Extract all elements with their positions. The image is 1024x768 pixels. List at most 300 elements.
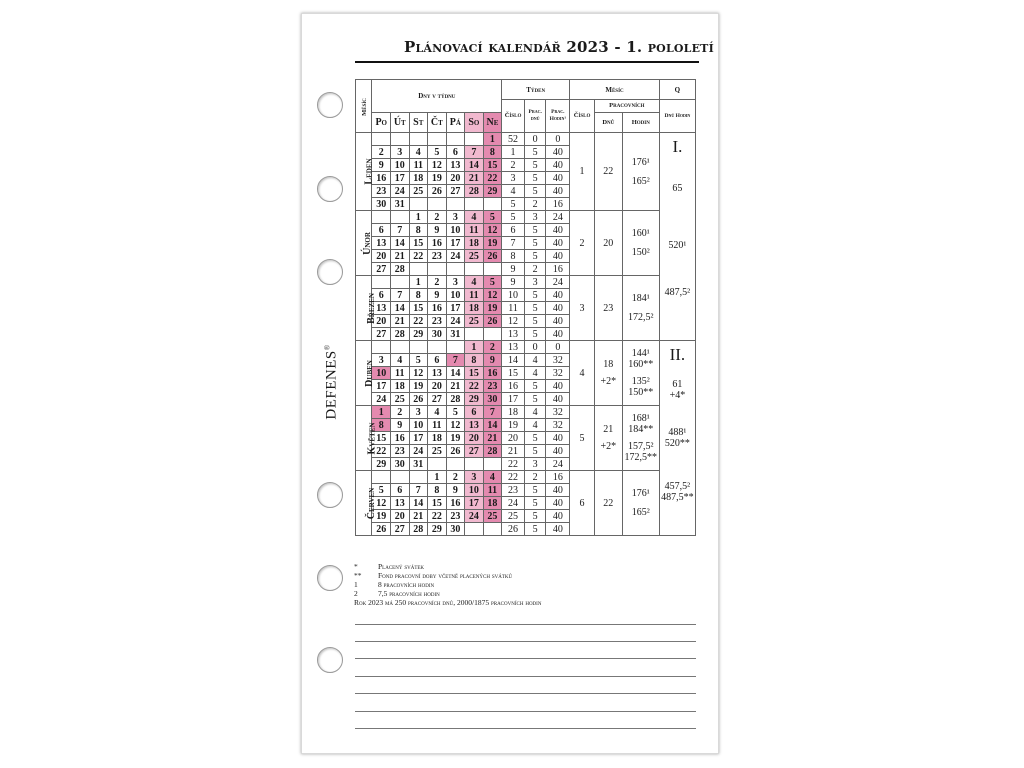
day-cell: 4 xyxy=(465,211,484,224)
day-cell: 12 xyxy=(483,224,502,237)
day-cell: 11 xyxy=(483,484,502,497)
day-cell: 8 xyxy=(409,224,428,237)
day-cell xyxy=(409,341,428,354)
week-working-hours: 40 xyxy=(546,523,570,536)
month-hours-value: 165² xyxy=(631,507,650,518)
week-working-hours: 40 xyxy=(546,432,570,445)
week-working-days: 5 xyxy=(524,185,546,198)
week-working-hours: 24 xyxy=(546,458,570,471)
month-days-value: 18 xyxy=(603,359,614,370)
day-cell xyxy=(372,276,391,289)
day-cell: 26 xyxy=(483,315,502,328)
week-working-hours: 40 xyxy=(546,302,570,315)
day-cell: 25 xyxy=(465,315,484,328)
week-working-days: 5 xyxy=(524,393,546,406)
day-cell: 25 xyxy=(483,510,502,523)
day-cell xyxy=(465,198,484,211)
quarter-days-hours-header: Dnů Hodin xyxy=(659,100,695,133)
day-cell xyxy=(372,211,391,224)
month-hours-value: 184¹ xyxy=(631,293,650,304)
day-cell: 27 xyxy=(446,185,465,198)
week-working-hours: 0 xyxy=(546,341,570,354)
day-cell xyxy=(409,198,428,211)
day-cell: 7 xyxy=(409,484,428,497)
day-cell: 8 xyxy=(372,419,391,432)
day-cell: 1 xyxy=(409,211,428,224)
week-number: 3 xyxy=(502,172,525,185)
day-cell: 15 xyxy=(372,432,391,445)
day-cell: 2 xyxy=(428,211,447,224)
week-working-hours: 40 xyxy=(546,237,570,250)
day-cell: 17 xyxy=(409,432,428,445)
day-cell: 21 xyxy=(465,172,484,185)
title-divider xyxy=(355,61,699,63)
week-working-days: 5 xyxy=(524,497,546,510)
week-header: Týden xyxy=(502,80,570,100)
week-working-hours: 40 xyxy=(546,380,570,393)
month-name-label: Leden xyxy=(363,158,375,185)
week-number: 2 xyxy=(502,159,525,172)
footnotes xyxy=(354,562,541,607)
binder-hole xyxy=(317,92,343,118)
day-cell xyxy=(391,341,410,354)
week-working-hours: 40 xyxy=(546,224,570,237)
month-hours-value: 172,5** xyxy=(624,452,657,463)
week-number: 10 xyxy=(502,289,525,302)
month-working-hours xyxy=(622,406,659,471)
day-cell: 10 xyxy=(446,289,465,302)
quarter-hours: 487,5** xyxy=(661,492,694,503)
quarter-hours: 457,5² xyxy=(664,481,691,492)
month-column-header: Měsíc xyxy=(356,80,372,133)
day-cell: 22 xyxy=(483,172,502,185)
day-cell: 4 xyxy=(409,146,428,159)
day-cell: 16 xyxy=(428,237,447,250)
day-cell: 12 xyxy=(428,159,447,172)
day-cell: 1 xyxy=(409,276,428,289)
month-working-days xyxy=(594,211,622,276)
day-cell: 7 xyxy=(465,146,484,159)
week-working-days: 0 xyxy=(524,133,546,146)
week-number: 8 xyxy=(502,250,525,263)
day-cell: 22 xyxy=(409,315,428,328)
day-cell: 28 xyxy=(446,393,465,406)
day-cell: 29 xyxy=(465,393,484,406)
page-title: Plánovací kalendář 2023 - 1. pololetí xyxy=(404,38,714,56)
week-working-days: 4 xyxy=(524,406,546,419)
week-working-hours: 40 xyxy=(546,328,570,341)
month-hours-value: 160** xyxy=(628,359,654,370)
day-cell: 5 xyxy=(483,276,502,289)
working-header: Pracovních xyxy=(594,100,659,113)
day-cell: 8 xyxy=(428,484,447,497)
month-name xyxy=(356,133,375,211)
weekday-header: St xyxy=(409,113,428,133)
month-hours-value: 160¹ xyxy=(631,228,650,239)
day-cell xyxy=(391,276,410,289)
day-cell: 26 xyxy=(372,523,391,536)
day-cell: 24 xyxy=(372,393,391,406)
day-cell: 1 xyxy=(483,133,502,146)
day-cell: 2 xyxy=(391,406,410,419)
month-header: Měsíc xyxy=(570,80,660,100)
month-working-days xyxy=(594,406,622,471)
day-cell: 2 xyxy=(483,341,502,354)
day-cell: 12 xyxy=(446,419,465,432)
day-cell xyxy=(483,458,502,471)
day-cell: 14 xyxy=(446,367,465,380)
day-cell: 29 xyxy=(372,458,391,471)
month-name xyxy=(356,276,377,341)
day-cell: 20 xyxy=(428,380,447,393)
day-cell: 8 xyxy=(483,146,502,159)
month-working-days xyxy=(594,341,622,406)
day-cell: 20 xyxy=(372,315,391,328)
day-cell: 17 xyxy=(446,302,465,315)
working-days-header: Prac. dnů xyxy=(524,100,546,133)
week-working-days: 0 xyxy=(524,341,546,354)
writing-line xyxy=(355,641,696,642)
week-working-hours: 40 xyxy=(546,159,570,172)
week-row xyxy=(356,133,696,146)
quarter-hours: 520¹ xyxy=(668,240,687,251)
day-cell: 7 xyxy=(391,289,410,302)
month-working-hours xyxy=(622,471,659,536)
brand-logo: DEFENES® xyxy=(323,344,340,420)
day-cell: 23 xyxy=(428,315,447,328)
week-working-days: 5 xyxy=(524,445,546,458)
week-number: 52 xyxy=(502,133,525,146)
day-cell: 28 xyxy=(483,445,502,458)
month-name xyxy=(356,211,372,276)
day-cell: 11 xyxy=(391,367,410,380)
month-number: 2 xyxy=(570,211,595,276)
day-cell: 19 xyxy=(446,432,465,445)
week-working-days: 5 xyxy=(524,224,546,237)
day-cell xyxy=(391,471,410,484)
day-cell xyxy=(409,471,428,484)
footnote: * Placený svátek xyxy=(354,562,425,571)
quarter-days-extra: +4* xyxy=(669,390,686,401)
day-cell: 9 xyxy=(428,289,447,302)
quarter-hours: 488¹ xyxy=(668,427,687,438)
day-cell: 19 xyxy=(372,510,391,523)
week-row xyxy=(356,471,696,484)
day-cell: 13 xyxy=(372,302,391,315)
day-cell: 15 xyxy=(428,497,447,510)
day-cell: 18 xyxy=(465,302,484,315)
month-hours-value: 165² xyxy=(631,175,650,187)
day-cell xyxy=(428,263,447,276)
week-number: 24 xyxy=(502,497,525,510)
month-working-days xyxy=(594,471,622,536)
month-number-header: Číslo xyxy=(570,100,595,133)
week-number: 13 xyxy=(502,328,525,341)
day-cell: 14 xyxy=(483,419,502,432)
month-number: 6 xyxy=(570,471,595,536)
day-cell: 12 xyxy=(483,289,502,302)
day-cell: 24 xyxy=(409,445,428,458)
day-cell xyxy=(391,133,410,146)
day-cell xyxy=(391,211,410,224)
day-cell: 4 xyxy=(483,471,502,484)
day-cell xyxy=(446,263,465,276)
day-cell: 28 xyxy=(391,328,410,341)
day-cell: 25 xyxy=(465,250,484,263)
day-cell: 10 xyxy=(391,159,410,172)
day-cell: 16 xyxy=(446,497,465,510)
day-cell: 18 xyxy=(465,237,484,250)
day-cell xyxy=(465,133,484,146)
day-cell: 3 xyxy=(446,276,465,289)
day-cell: 6 xyxy=(372,289,391,302)
day-cell: 21 xyxy=(391,315,410,328)
week-working-hours: 40 xyxy=(546,393,570,406)
week-working-hours: 40 xyxy=(546,146,570,159)
day-cell: 23 xyxy=(483,380,502,393)
week-number: 6 xyxy=(502,224,525,237)
day-cell: 13 xyxy=(428,367,447,380)
working-hours-header: Prac. Hodin¹ xyxy=(546,100,570,133)
quarter-days: 65 xyxy=(672,183,683,194)
week-number: 11 xyxy=(502,302,525,315)
quarter-label: I. xyxy=(672,137,683,156)
day-cell xyxy=(446,133,465,146)
day-cell: 20 xyxy=(446,172,465,185)
week-working-hours: 40 xyxy=(546,510,570,523)
binder-hole xyxy=(317,647,343,673)
day-cell: 22 xyxy=(428,510,447,523)
week-number: 15 xyxy=(502,367,525,380)
binder-hole xyxy=(317,482,343,508)
day-cell: 27 xyxy=(372,263,391,276)
day-cell: 30 xyxy=(372,198,391,211)
day-cell: 1 xyxy=(465,341,484,354)
day-cell: 9 xyxy=(391,419,410,432)
day-cell: 21 xyxy=(446,380,465,393)
day-cell: 9 xyxy=(483,354,502,367)
month-days-value: 20 xyxy=(603,237,614,249)
binder-hole xyxy=(317,176,343,202)
day-cell: 4 xyxy=(465,276,484,289)
day-cell: 26 xyxy=(483,250,502,263)
week-number: 5 xyxy=(502,198,525,211)
week-working-days: 3 xyxy=(524,211,546,224)
week-number: 9 xyxy=(502,263,525,276)
day-cell: 25 xyxy=(391,393,410,406)
week-working-days: 5 xyxy=(524,250,546,263)
week-number: 16 xyxy=(502,380,525,393)
day-cell: 11 xyxy=(465,289,484,302)
day-cell: 25 xyxy=(409,185,428,198)
weekday-header: Po xyxy=(372,113,391,133)
day-cell: 22 xyxy=(409,250,428,263)
month-name-label: Květen xyxy=(366,422,378,454)
week-number: 7 xyxy=(502,237,525,250)
footnote: 2 7,5 pracovních hodin xyxy=(354,589,440,598)
day-cell: 18 xyxy=(428,432,447,445)
day-cell: 7 xyxy=(391,224,410,237)
day-cell xyxy=(372,471,391,484)
month-name xyxy=(356,406,378,471)
day-cell: 14 xyxy=(391,302,410,315)
month-number: 5 xyxy=(570,406,595,471)
writing-line xyxy=(355,728,696,729)
day-cell: 30 xyxy=(446,523,465,536)
month-hours-value: 176¹ xyxy=(631,156,650,168)
day-cell: 31 xyxy=(446,328,465,341)
day-cell: 22 xyxy=(465,380,484,393)
week-working-hours: 24 xyxy=(546,276,570,289)
week-working-hours: 24 xyxy=(546,211,570,224)
day-cell: 31 xyxy=(391,198,410,211)
week-number: 25 xyxy=(502,510,525,523)
week-number: 26 xyxy=(502,523,525,536)
day-cell xyxy=(446,458,465,471)
day-cell: 14 xyxy=(391,237,410,250)
writing-line xyxy=(355,676,696,677)
month-hours-value: 176¹ xyxy=(631,488,650,499)
week-working-hours: 0 xyxy=(546,133,570,146)
month-days-extra: +2* xyxy=(600,376,617,387)
weekday-header: So xyxy=(465,113,484,133)
day-cell xyxy=(372,133,391,146)
day-cell xyxy=(428,133,447,146)
day-cell: 5 xyxy=(483,211,502,224)
week-working-days: 5 xyxy=(524,328,546,341)
day-cell: 5 xyxy=(428,146,447,159)
week-number: 13 xyxy=(502,341,525,354)
day-cell: 20 xyxy=(465,432,484,445)
month-days-value: 23 xyxy=(603,302,614,314)
day-cell: 23 xyxy=(372,185,391,198)
week-working-hours: 40 xyxy=(546,315,570,328)
day-cell: 28 xyxy=(409,523,428,536)
day-cell: 15 xyxy=(409,237,428,250)
week-working-days: 4 xyxy=(524,419,546,432)
day-cell: 9 xyxy=(446,484,465,497)
month-number: 3 xyxy=(570,276,595,341)
month-working-days xyxy=(594,276,622,341)
week-number: 22 xyxy=(502,471,525,484)
day-cell: 16 xyxy=(483,367,502,380)
week-working-days: 5 xyxy=(524,302,546,315)
day-cell: 24 xyxy=(446,315,465,328)
week-number: 18 xyxy=(502,406,525,419)
day-cell: 23 xyxy=(428,250,447,263)
week-working-days: 5 xyxy=(524,432,546,445)
day-cell: 8 xyxy=(409,289,428,302)
binder-hole xyxy=(317,259,343,285)
day-cell: 4 xyxy=(428,406,447,419)
weekday-header: Út xyxy=(391,113,410,133)
day-cell: 15 xyxy=(409,302,428,315)
week-working-hours: 40 xyxy=(546,172,570,185)
week-working-days: 5 xyxy=(524,237,546,250)
day-cell: 9 xyxy=(428,224,447,237)
day-cell: 26 xyxy=(446,445,465,458)
day-cell: 22 xyxy=(372,445,391,458)
day-cell: 12 xyxy=(372,497,391,510)
week-working-days: 3 xyxy=(524,458,546,471)
week-working-hours: 32 xyxy=(546,367,570,380)
week-row xyxy=(356,341,696,354)
writing-line xyxy=(355,624,696,625)
day-cell xyxy=(465,263,484,276)
day-cell: 25 xyxy=(428,445,447,458)
week-working-days: 5 xyxy=(524,315,546,328)
day-cell xyxy=(465,328,484,341)
quarter-hours: 487,5² xyxy=(664,287,691,298)
day-cell: 29 xyxy=(428,523,447,536)
week-number: 19 xyxy=(502,419,525,432)
day-cell: 24 xyxy=(465,510,484,523)
day-cell: 13 xyxy=(372,237,391,250)
day-cell: 19 xyxy=(483,302,502,315)
day-cell: 6 xyxy=(428,354,447,367)
week-number: 21 xyxy=(502,445,525,458)
day-cell: 19 xyxy=(409,380,428,393)
week-working-days: 2 xyxy=(524,471,546,484)
week-working-days: 5 xyxy=(524,523,546,536)
weekday-header: Čt xyxy=(428,113,447,133)
day-cell: 13 xyxy=(446,159,465,172)
day-cell: 14 xyxy=(465,159,484,172)
day-cell: 11 xyxy=(428,419,447,432)
day-cell: 26 xyxy=(428,185,447,198)
day-cell: 24 xyxy=(446,250,465,263)
weekdays-header: Dny v týdnu xyxy=(372,80,502,113)
day-cell: 1 xyxy=(428,471,447,484)
day-cell: 3 xyxy=(372,354,391,367)
day-cell: 13 xyxy=(465,419,484,432)
week-working-hours: 40 xyxy=(546,445,570,458)
week-working-days: 5 xyxy=(524,484,546,497)
month-days-value: 22 xyxy=(603,497,614,509)
month-hours-value: 150² xyxy=(631,247,650,258)
day-cell: 16 xyxy=(391,432,410,445)
day-cell xyxy=(465,458,484,471)
calendar-table xyxy=(355,79,696,536)
quarter-label: II. xyxy=(669,345,686,364)
week-working-hours: 32 xyxy=(546,419,570,432)
month-working-days xyxy=(594,133,622,211)
day-cell xyxy=(409,263,428,276)
days-subheader: Dnů xyxy=(594,113,622,133)
day-cell: 21 xyxy=(409,510,428,523)
week-number: 1 xyxy=(502,146,525,159)
month-days-value: 21 xyxy=(603,424,614,435)
day-cell xyxy=(483,328,502,341)
writing-line xyxy=(355,711,696,712)
day-cell: 7 xyxy=(446,354,465,367)
week-working-hours: 16 xyxy=(546,471,570,484)
day-cell: 5 xyxy=(409,354,428,367)
week-number: 14 xyxy=(502,354,525,367)
month-hours-value: 172,5² xyxy=(628,312,654,323)
day-cell: 11 xyxy=(465,224,484,237)
footnote: ** Fond pracovní doby včetně placených svátků xyxy=(354,571,513,580)
week-working-hours: 40 xyxy=(546,185,570,198)
week-working-hours: 32 xyxy=(546,354,570,367)
day-cell: 1 xyxy=(372,406,391,419)
day-cell: 20 xyxy=(391,510,410,523)
day-cell: 11 xyxy=(409,159,428,172)
day-cell: 4 xyxy=(391,354,410,367)
week-number-header: Číslo xyxy=(502,100,525,133)
month-hours-value: 184** xyxy=(628,424,654,435)
quarter-header: Q xyxy=(659,80,695,100)
